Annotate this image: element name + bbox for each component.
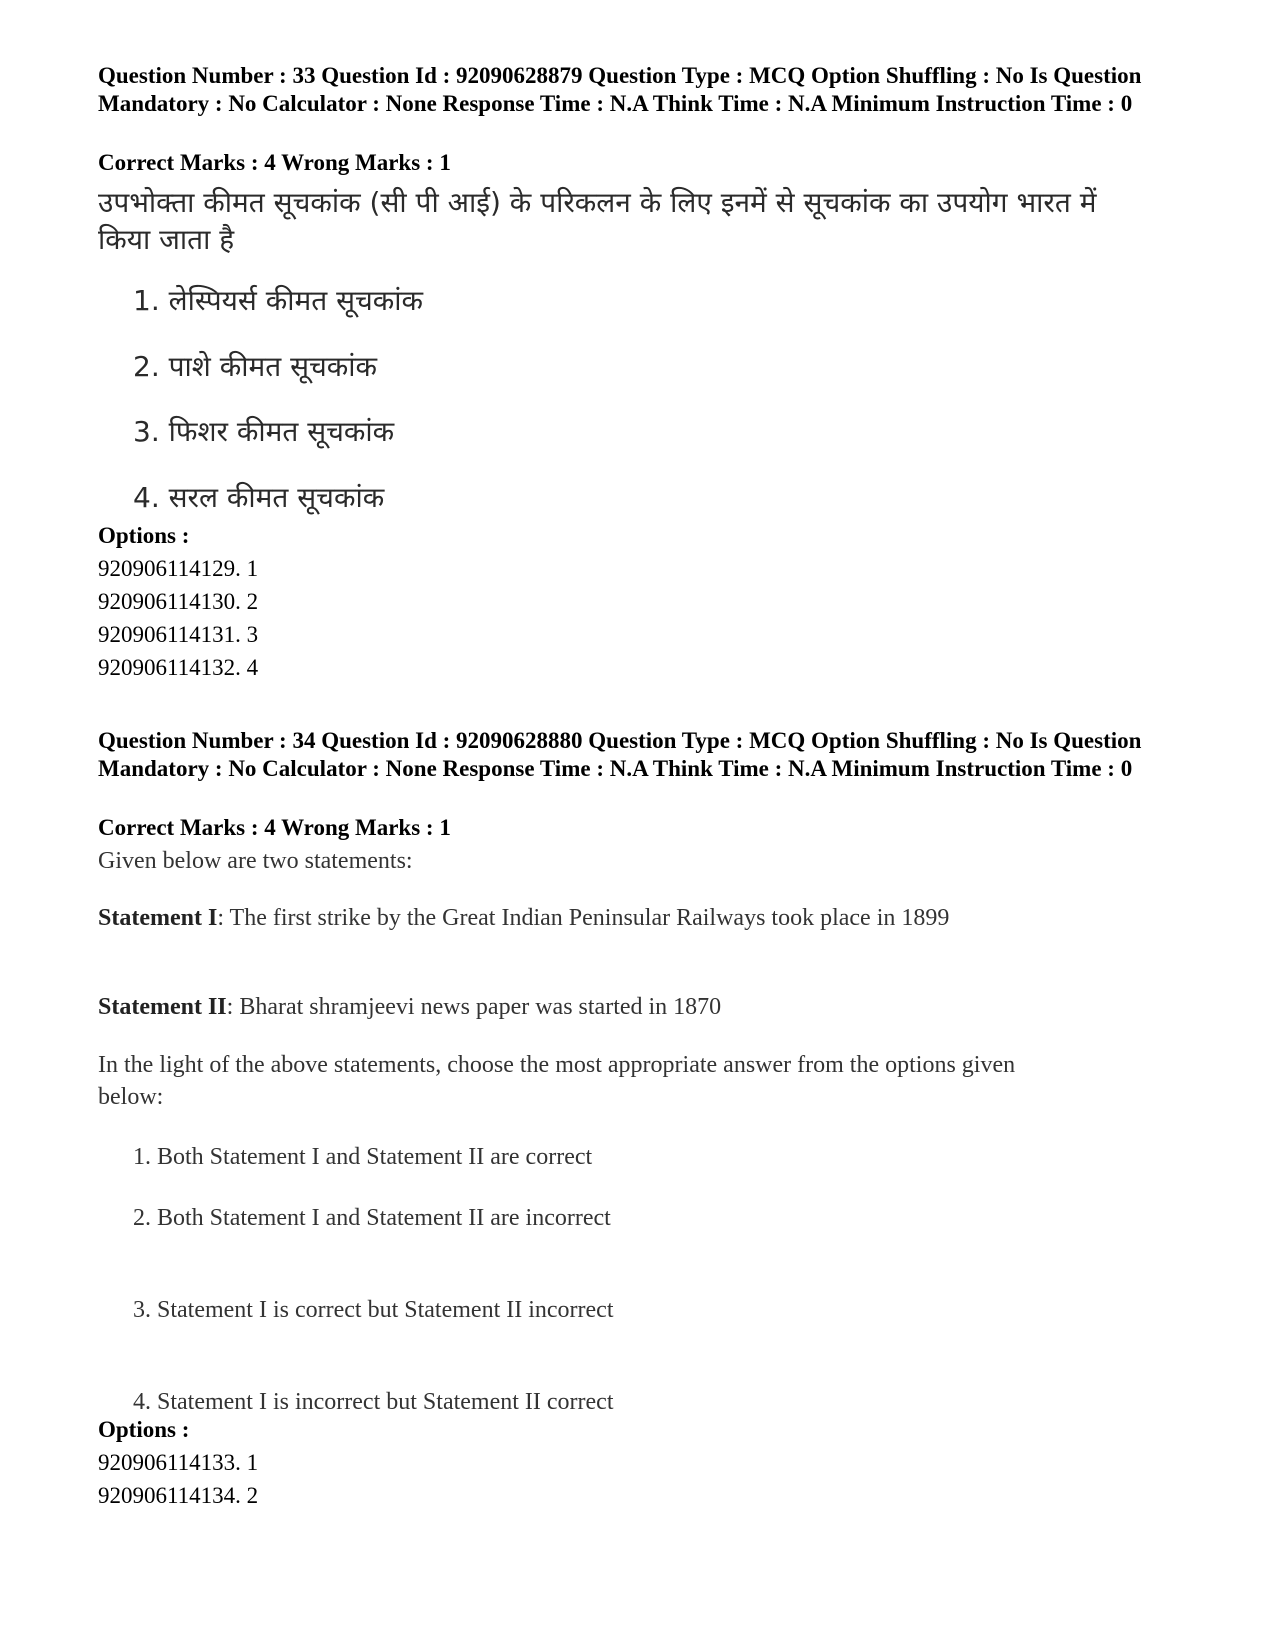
q33-option-1: 920906114129. 1 [98, 556, 259, 581]
q34-option-2: 920906114134. 2 [98, 1483, 259, 1508]
q33-option-4: 920906114132. 4 [98, 655, 259, 680]
q34-choice-3: 3. Statement I is correct but Statement II incorrect [133, 1297, 614, 1323]
q33-option-2: 920906114130. 2 [98, 589, 259, 614]
q34-intro: Given below are two statements: [98, 848, 413, 874]
q33-marks: Correct Marks : 4 Wrong Marks : 1 [98, 150, 451, 175]
q33-choice-1: 1. लेस्पियर्स कीमत सूचकांक [133, 284, 424, 317]
q34-statement-2-text: : Bharat shramjeevi news paper was started in 1870 [226, 994, 722, 1020]
q33-choice-2: 2. पाशे कीमत सूचकांक [133, 350, 378, 383]
q33-choice-4: 4. सरल कीमत सूचकांक [133, 481, 385, 514]
q33-question-text: उपभोक्ता कीमत सूचकांक (सी पी आई) के परिकलन के लिए इनमें से सूचकांक का उपयोग भारत में किया जाता है [98, 186, 1097, 256]
q33-options-heading: Options : [98, 523, 190, 548]
q33-choice-3: 3. फिशर कीमत सूचकांक [133, 415, 395, 448]
q34-statement-2-label: Statement II [98, 994, 227, 1020]
q34-statement-2 [98, 991, 1048, 1023]
q34-marks: Correct Marks : 4 Wrong Marks : 1 [98, 815, 451, 840]
q34-statement-1-text: : The first strike by the Great Indian Peninsular Railways took place in 1899 [217, 905, 950, 931]
q33-meta: Question Number : 33 Question Id : 92090628879 Question Type : MCQ Option Shuffling : No Is Question Mandatory : No Calculator : None Response Time : N.A Think Time : N.A Minimum Instruction Time : 0 [98, 63, 1142, 116]
q34-option-1: 920906114133. 1 [98, 1450, 259, 1475]
q34-statement-1-label: Statement I [98, 905, 218, 931]
q34-choice-2: 2. Both Statement I and Statement II are incorrect [133, 1205, 611, 1231]
q34-meta: Question Number : 34 Question Id : 92090628880 Question Type : MCQ Option Shuffling : No Is Question Mandatory : No Calculator : None Response Time : N.A Think Time : N.A Minimum Instruction Time : 0 [98, 728, 1142, 781]
q34-choice-1: 1. Both Statement I and Statement II are correct [133, 1144, 593, 1170]
q34-options-heading: Options : [98, 1417, 190, 1442]
q34-instruction: In the light of the above statements, choose the most appropriate answer from the options given below: [98, 1052, 1016, 1110]
q34-statement-1 [98, 902, 1048, 934]
q34-choice-4: 4. Statement I is incorrect but Statement II correct [133, 1389, 614, 1415]
q33-option-3: 920906114131. 3 [98, 622, 259, 647]
